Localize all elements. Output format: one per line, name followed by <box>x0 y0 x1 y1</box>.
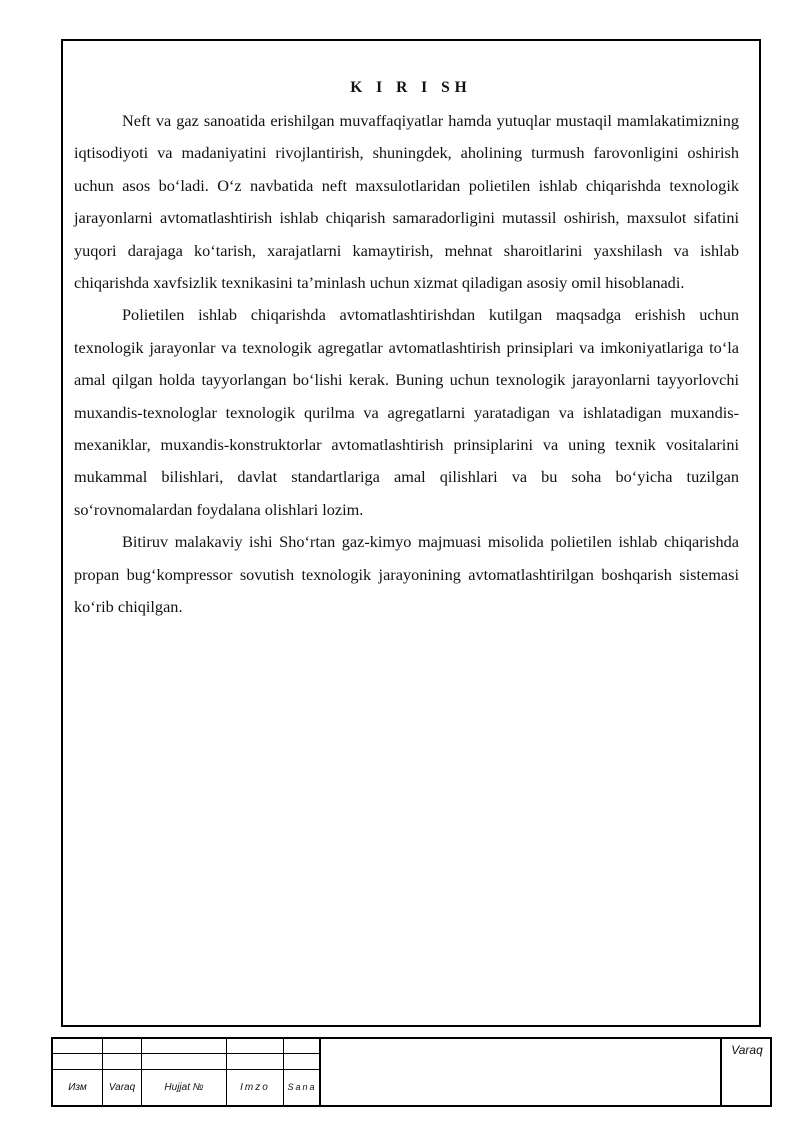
paragraph: Neft va gaz sanoatida erishilgan muvaffaqiyatlar hamda yutuqlar mustaqil mamlakatimizning iqtisodiyoti va madaniyatini rivojlantirish, shuningdek, aholining turmush farovonligini oshirish uchun asos bo‘ladi. O‘z navbatida neft maxsulotlaridan polietilen ishlab chiqarishda texnologik jarayonlarni avtomatlashtirish ishlab chiqarish samaradorligini mutassil oshirish, maxsulot sifatini yuqori darajaga ko‘tarish, xarajatlarni kamaytirish, mehnat sharoitlarini yaxshilash va ishlab chiqarishda xavfsizlik texnikasini ta’minlash uchun xizmat qiladigan asosiy omil hisoblanadi. <box>74 111 739 293</box>
title-block-stamp <box>51 1037 772 1107</box>
paragraph: Polietilen ishlab chiqarishda avtomatlashtirishdan kutilgan maqsadga erishish uchun texnologik jarayonlar va texnologik agregatlar avtomatlashtirish prinsiplari va imkoniyatlariga to‘la amal qilgan holda tayyorlangan bo‘lishi kerak. Buning uchun texnologik jarayonlarni tayyorlovchi muxandis-texnologlar texnologik qurilma va agregatlarni yaratadigan va ishlatadigan muxandis-mexaniklar, muxandis-konstruktorlar avtomatlashtirish prinsiplarini va uning texnik vositalarini mukammal bilishlari, davlat standartlariga amal qilishlari va bu soha bo‘yicha tuzilgan so‘rovnomalardan foydalana olishlari lozim. <box>74 305 739 519</box>
sheet-number-label: Varaq <box>731 1043 763 1057</box>
stamp-hujjat-label: Hujjat № <box>142 1069 227 1105</box>
stamp-revision-table <box>53 1039 321 1105</box>
stamp-divider <box>720 1039 722 1105</box>
stamp-imzo-label: Imzo <box>227 1069 284 1105</box>
page-frame <box>61 39 761 1027</box>
stamp-sana-label: Sana <box>284 1069 321 1105</box>
paragraph: Bitiruv malakaviy ishi Sho‘rtan gaz-kimyo majmuasi misolida polietilen ishlab chiqarishda propan bug‘kompressor sovutish texnologik jarayonining avtomatlashtirilgan boshqarish sistemasi ko‘rib chiqilgan. <box>74 532 739 617</box>
stamp-varaq-label: Varaq <box>103 1069 142 1105</box>
stamp-izm-label: Изм <box>53 1069 103 1105</box>
body-text <box>74 105 739 624</box>
stamp-divider <box>319 1039 321 1105</box>
page-title: K I R I SH <box>350 79 472 96</box>
